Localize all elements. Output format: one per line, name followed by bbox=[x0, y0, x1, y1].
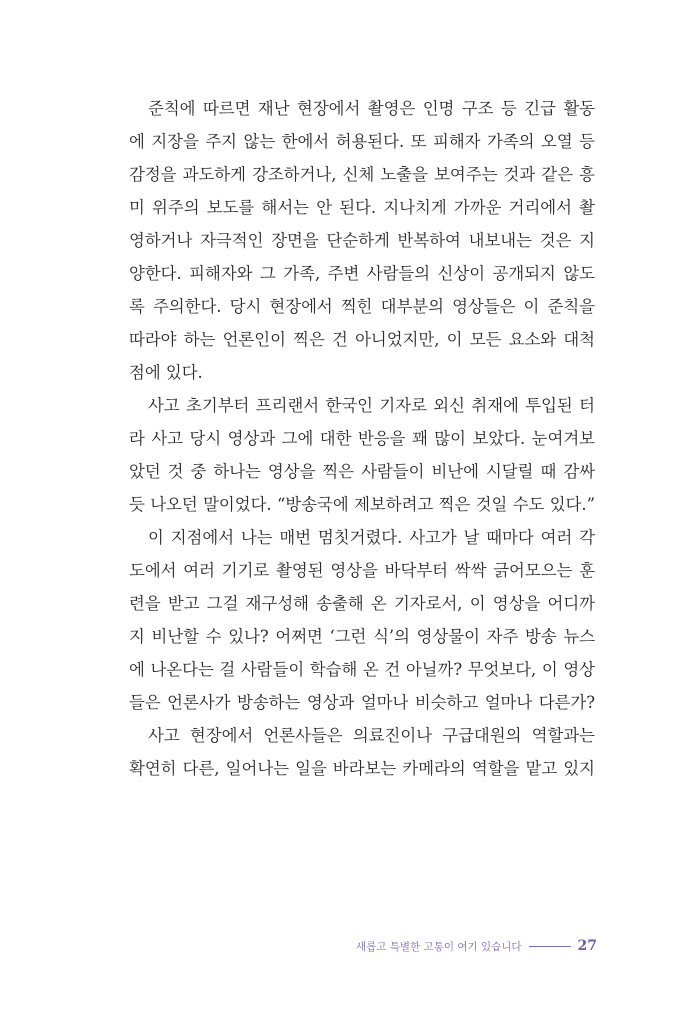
text-line: 감정을 과도하게 강조하거나, 신체 노출을 보여주는 것과 같은 흥 bbox=[129, 165, 595, 184]
text-line: 들은 언론사가 방송하는 영상과 얼마나 비슷하고 얼마나 다른가? bbox=[129, 693, 595, 712]
text-line: 확연히 다른, 일어나는 일을 바라보는 카메라의 역할을 맡고 있지 bbox=[129, 759, 595, 778]
running-footer bbox=[356, 936, 597, 956]
text-line: 준칙에 따르면 재난 현장에서 촬영은 인명 구조 등 긴급 활동 bbox=[148, 99, 595, 118]
text-line: 았던 것 중 하나는 영상을 찍은 사람들이 비난에 시달릴 때 감싸 bbox=[129, 462, 595, 481]
page-number: 27 bbox=[577, 938, 597, 954]
text-line: 따라야 하는 언론인이 찍은 건 아니었지만, 이 모든 요소와 대척 bbox=[129, 330, 595, 349]
text-line: 영하거나 자극적인 장면을 단순하게 반복하여 내보내는 것은 지 bbox=[129, 231, 595, 250]
text-line: 록 주의한다. 당시 현장에서 찍힌 대부분의 영상들은 이 준칙을 bbox=[129, 297, 595, 316]
footer-rule bbox=[529, 946, 571, 947]
text-line: 양한다. 피해자와 그 가족, 주변 사람들의 신상이 공개되지 않도 bbox=[129, 264, 595, 283]
text-line: 에 나온다는 걸 사람들이 학습해 온 건 아닐까? 무엇보다, 이 영상 bbox=[129, 660, 595, 679]
text-line: 라 사고 당시 영상과 그에 대한 반응을 꽤 많이 보았다. 눈여겨보 bbox=[129, 429, 595, 448]
footer-book-title: 새롭고 특별한 고통이 여기 있습니다 bbox=[356, 940, 522, 953]
text-line: 련을 받고 그걸 재구성해 송출해 온 기자로서, 이 영상을 어디까 bbox=[129, 594, 595, 613]
body-text bbox=[129, 92, 595, 785]
text-line: 사고 초기부터 프리랜서 한국인 기자로 외신 취재에 투입된 터 bbox=[148, 396, 595, 415]
text-line: 점에 있다. bbox=[129, 363, 203, 382]
text-line: 미 위주의 보도를 해서는 안 된다. 지나치게 가까운 거리에서 촬 bbox=[129, 198, 595, 217]
text-line: 에 지장을 주지 않는 한에서 허용된다. 또 피해자 가족의 오열 등 bbox=[129, 132, 595, 151]
text-line: 사고 현장에서 언론사들은 의료진이나 구급대원의 역할과는 bbox=[148, 726, 595, 745]
text-line: 도에서 여러 기기로 촬영된 영상을 바닥부터 싹싹 긁어모으는 훈 bbox=[129, 561, 595, 580]
text-line: 지 비난할 수 있나? 어쩌면 ‘그런 식’의 영상물이 자주 방송 뉴스 bbox=[129, 627, 595, 646]
text-line: 이 지점에서 나는 매번 멈칫거렸다. 사고가 날 때마다 여러 각 bbox=[148, 528, 595, 547]
text-line: 듯 나오던 말이었다. “방송국에 제보하려고 찍은 것일 수도 있다.” bbox=[129, 495, 595, 514]
